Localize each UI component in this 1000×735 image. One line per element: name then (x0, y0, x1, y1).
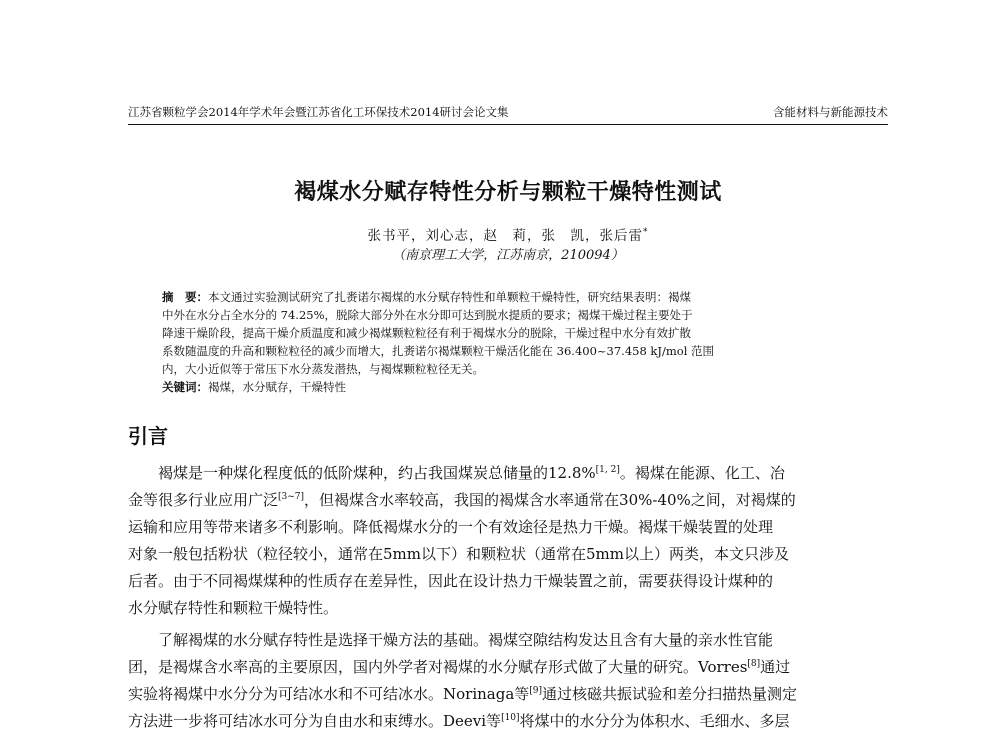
keywords-value: 褐煤，水分赋存，干燥特性 (208, 380, 346, 394)
abstract-line: 内，大小近似等于常压下水分蒸发潜热，与褐煤颗粒粒径无关。 (162, 362, 484, 376)
running-header (128, 102, 888, 125)
citation: [10] (501, 713, 520, 723)
citation: [9] (529, 686, 543, 696)
abstract-line: 系数随温度的升高和颗粒粒径的减少而增大，扎赉诺尔褐煤颗粒干燥活化能在 36.400~37.458 kJ/mol 范围 (162, 344, 715, 358)
body-line: 了解褐煤的水分赋存特性是选择干燥方法的基础。褐煤空隙结构发达且含有大量的亲水性官能 (158, 631, 774, 649)
header-proceedings-title: 江苏省颗粒学会2014年学术年会暨江苏省化工环保技术2014研讨会论文集 (128, 105, 509, 119)
citation: [8] (747, 659, 761, 669)
abstract-line: 摘 要：本文通过实验测试研究了扎赉诺尔褐煤的水分赋存特性和单颗粒干燥特性，研究结果表明：褐煤 (162, 290, 691, 304)
body-text (128, 460, 888, 735)
body-line: 对象一般包括粉状（粒径较小，通常在5mm以下）和颗粒状（通常在5mm以上）两类，本文只涉及 (128, 545, 789, 563)
body-line: 金等很多行业应用广泛[3~7]，但褐煤含水率较高，我国的褐煤含水率通常在30%-40%之间，对褐煤的 (128, 491, 796, 509)
body-line: 运输和应用等带来诸多不利影响。降低褐煤水分的一个有效途径是热力干燥。褐煤干燥装置的处理 (128, 518, 774, 536)
paper-title: 褐煤水分赋存特性分析与颗粒干燥特性测试 (294, 180, 722, 205)
abstract-label: 摘 要： (162, 290, 208, 304)
body-line: 褐煤是一种煤化程度低的低阶煤种，约占我国煤炭总储量的12.8%[1, 2]。褐煤在能源、化工、冶 (158, 464, 785, 482)
citation: [1, 2] (595, 465, 620, 475)
body-line: 水分赋存特性和颗粒干燥特性。 (128, 599, 339, 617)
body-line: 团，是褐煤含水率高的主要原因，国内外学者对褐煤的水分赋存形式做了大量的研究。Vorres[8]通过 (128, 658, 791, 676)
abstract-line: 降速干燥阶段，提高干燥介质温度和减少褐煤颗粒粒径有利于褐煤水分的脱除，干燥过程中水分有效扩散 (162, 326, 691, 340)
header-section-title: 含能材料与新能源技术 (773, 105, 888, 119)
author-list: 张书平，刘心志，赵 莉，张 凯，张后雷 (367, 228, 643, 244)
affiliation: （南京理工大学，江苏南京，210094） (392, 248, 624, 263)
corresponding-author-mark: * (643, 227, 649, 238)
citation: [3~7] (278, 492, 305, 502)
abstract-line: 中外在水分占全水分的 74.25%，脱除大部分外在水分即可达到脱水提质的要求；褐煤干燥过程主要处于 (162, 308, 693, 322)
keywords-label: 关键词： (162, 380, 208, 394)
abstract (162, 288, 852, 396)
body-line: 实验将褐煤中水分分为可结冰水和不可结冰水。Norinaga等[9]通过核磁共振试验和差分扫描热量测定 (128, 685, 798, 703)
body-line: 方法进一步将可结冰水可分为自由水和束缚水。Deevi等[10]将煤中的水分分为体积水、毛细水、多层 (128, 712, 790, 730)
keywords (162, 378, 852, 396)
authors (128, 224, 888, 244)
body-line: 后者。由于不同褐煤煤种的性质存在差异性，因此在设计热力干燥装置之前，需要获得设计煤种的 (128, 572, 774, 590)
section-heading-introduction: 引言 (128, 424, 168, 448)
